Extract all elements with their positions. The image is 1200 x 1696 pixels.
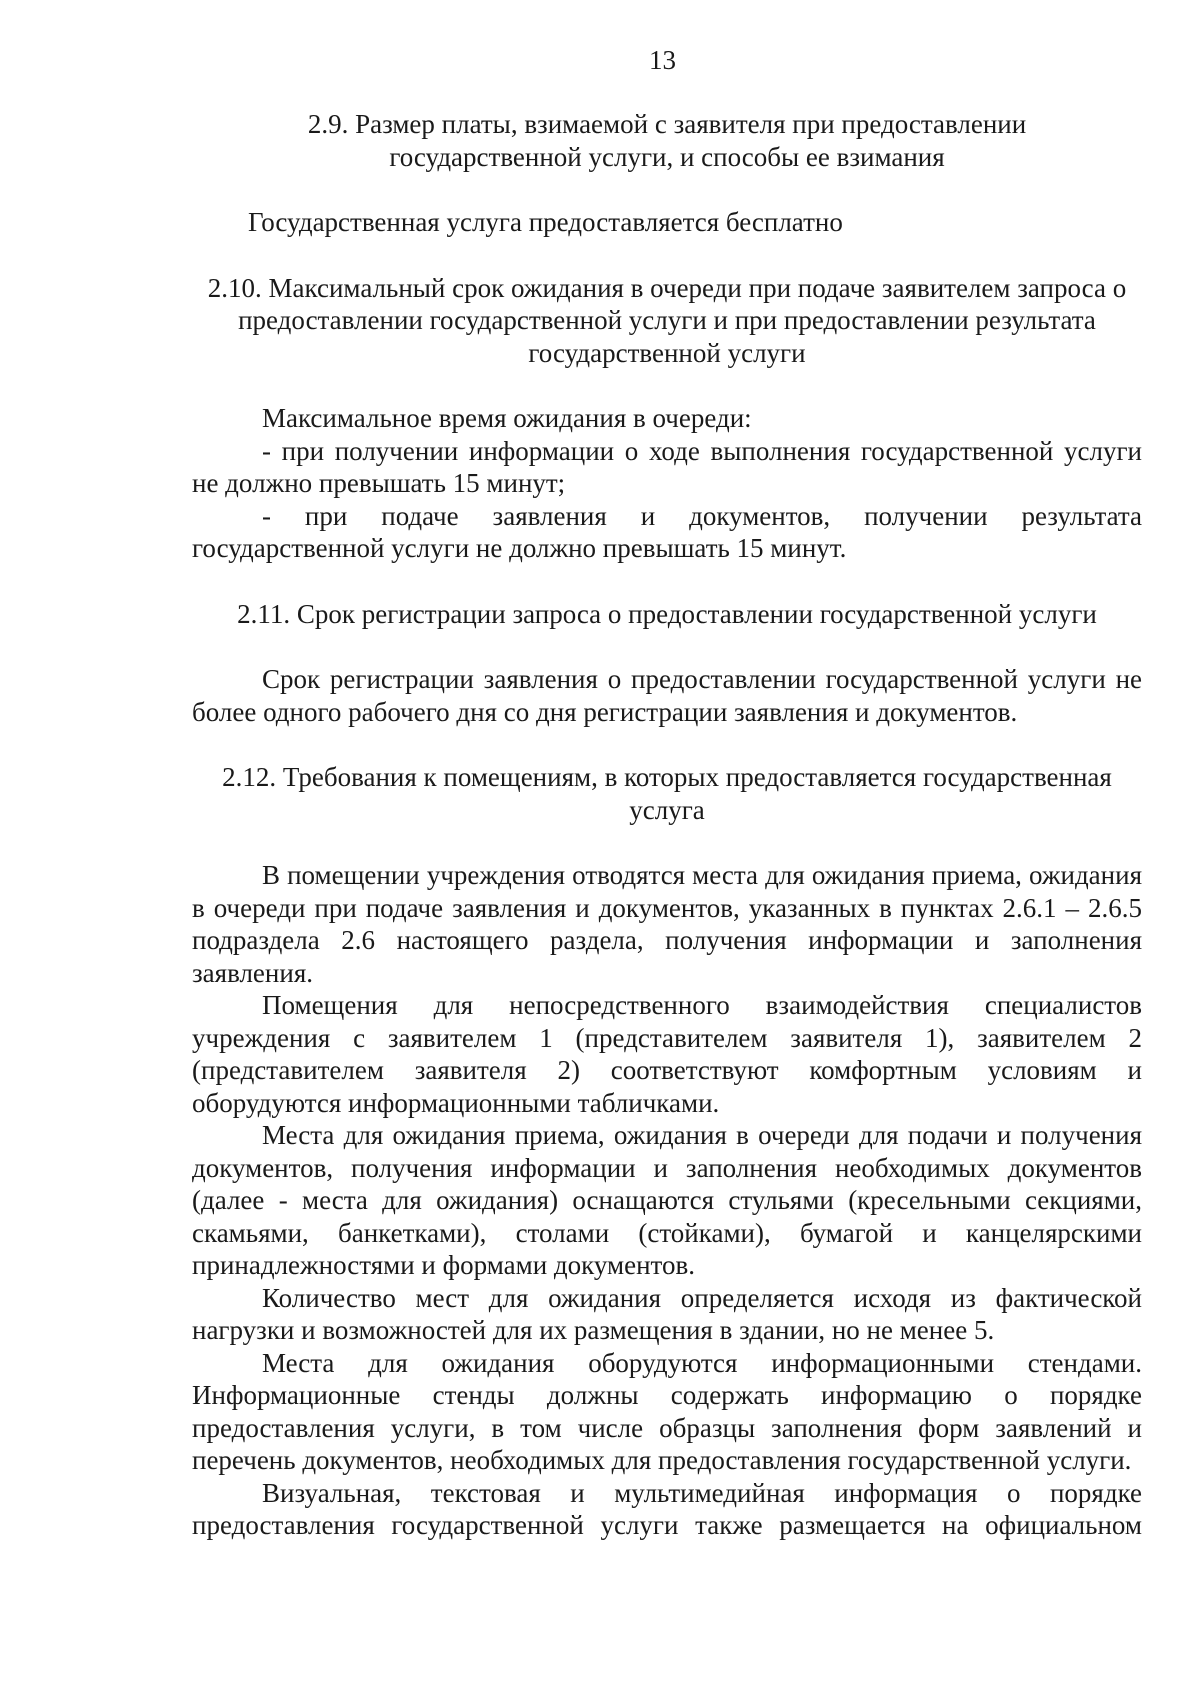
section-paragraph-2-12-4: Количество мест для ожидания определяется исходя из фактической нагрузки и возможностей для их размещения в здании, но не менее 5. <box>192 1282 1142 1345</box>
section-heading-2-12: 2.12. Требования к помещениям, в которых предоставляется государственная услуга <box>222 762 1112 825</box>
section-text-2-11: Срок регистрации заявления о предоставлении государственной услуги не более одного рабочего дня со дня регистрации заявления и документов. <box>192 664 1142 727</box>
section-paragraph-2-12-2: Помещения для непосредственного взаимодействия специалистов учреждения с заявителем 1 (представителем заявителя 1), заявителем 2 (представителем заявителя 2) соответствуют комфортным условиям и оборудуются информационными табличками. <box>192 990 1142 1118</box>
section-heading-2-9: 2.9. Размер платы, взимаемой с заявителя при предоставлении государственной услуги, и способы ее взимания <box>307 109 1027 172</box>
section-paragraph-2-12-5: Места для ожидания оборудуются информационными стендами. Информационные стенды должны содержать информацию о порядке предоставления услуги, в том числе образцы заполнения форм заявлений и перечень документов, необходимых для предоставления государственной услуги. <box>192 1347 1142 1475</box>
section-text-2-9: Государственная услуга предоставляется бесплатно <box>248 207 843 237</box>
section-paragraph-2-12-1: В помещении учреждения отводятся места для ожидания приема, ожидания в очереди при подаче заявления и документов, указанных в пунктах 2.6.1 – 2.6.5 подраздела 2.6 настоящего раздела, получения информации и заполнения заявления. <box>192 860 1142 988</box>
section-paragraph-2-10-3: - при подаче заявления и документов, получении результата государственной услуги не должно превышать 15 минут. <box>192 500 1142 563</box>
page-number: 13 <box>649 45 676 75</box>
section-paragraph-2-10-1: Максимальное время ожидания в очереди: <box>262 403 752 433</box>
document-body <box>192 108 1142 1542</box>
section-heading-2-11: 2.11. Срок регистрации запроса о предоставлении государственной услуги <box>237 598 1097 629</box>
section-paragraph-2-12-3: Места для ожидания приема, ожидания в очереди для подачи и получения документов, получения информации и заполнения необходимых документов (далее - места для ожидания) оснащаются стульями (кресельными секциями, скамьями, банкетками), столами (стойками), бумагой и канцелярскими принадлежностями и формами документов. <box>192 1120 1142 1280</box>
section-paragraph-2-12-6: Визуальная, текстовая и мультимедийная информация о порядке предоставления государственной услуги также размещается на официальном <box>192 1477 1142 1540</box>
section-paragraph-2-10-2: - при получении информации о ходе выполнения государственной услуги не должно превышать 15 минут; <box>192 435 1142 498</box>
section-heading-2-10: 2.10. Максимальный срок ожидания в очереди при подаче заявителем запроса о предоставлении государственной услуги и при предоставлении результата государственной услуги <box>207 272 1127 368</box>
